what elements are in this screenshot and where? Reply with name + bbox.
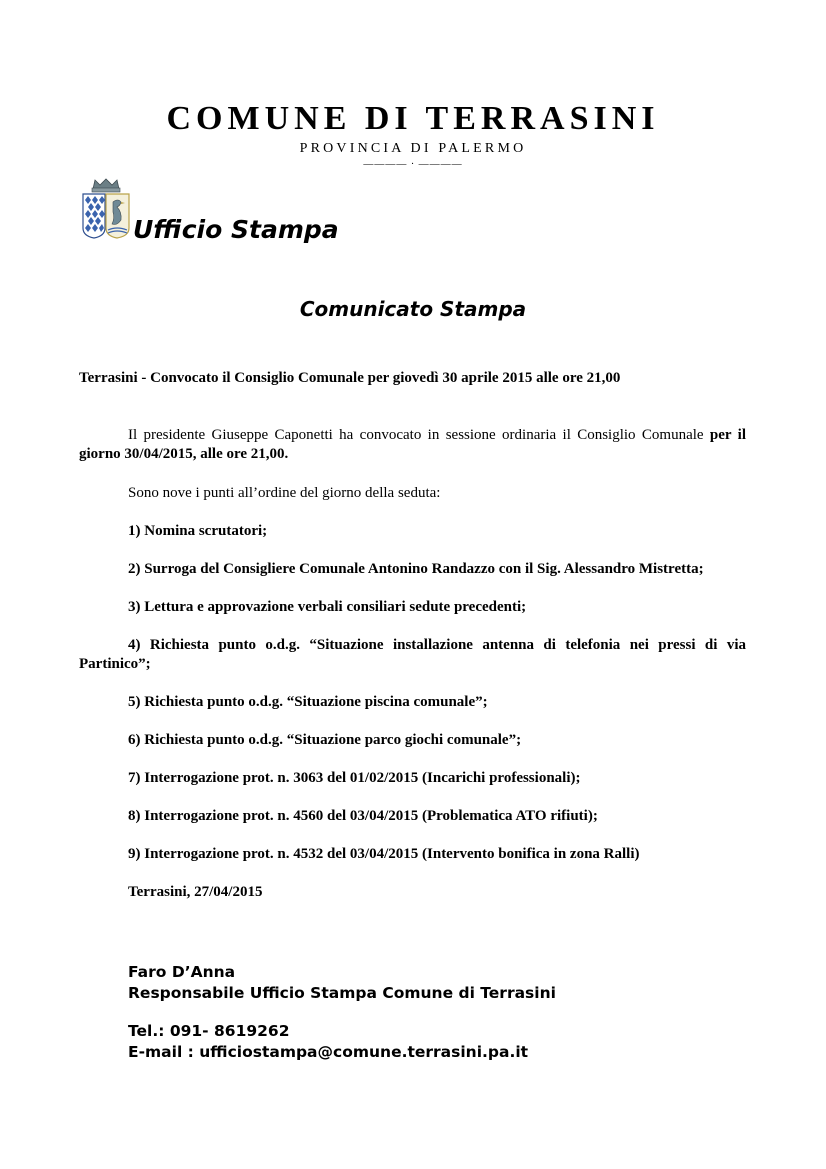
agenda-item-7: 7) Interrogazione prot. n. 3063 del 01/02/2015 (Incarichi professionali); — [128, 770, 581, 786]
agenda-item-2: 2) Surroga del Consigliere Comunale Antonino Randazzo con il Sig. Alessandro Mistretta; — [128, 561, 704, 577]
agenda-item-1: 1) Nomina scrutatori; — [128, 523, 268, 539]
agenda-item-3: 3) Lettura e approvazione verbali consiliari sedute precedenti; — [128, 599, 527, 615]
header-separator: ———— · ———— — [363, 159, 463, 170]
signature-phone: Tel.: 091- 8619262 — [128, 1022, 290, 1040]
agenda-item-8: 8) Interrogazione prot. n. 4560 del 03/04/2015 (Problematica ATO rifiuti); — [128, 808, 598, 824]
office-title: Ufficio Stampa — [133, 215, 339, 244]
provincia-subtitle: PROVINCIA DI PALERMO — [299, 141, 527, 156]
intro-paragraph — [79, 426, 746, 464]
signature-spacer — [128, 1004, 556, 1021]
agenda-item-9: 9) Interrogazione prot. n. 4532 del 03/04/2015 (Intervento bonifica in zona Ralli) — [128, 846, 640, 862]
agenda-intro: Sono nove i punti all’ordine del giorno della seduta: — [128, 485, 441, 501]
signature-role: Responsabile Ufficio Stampa Comune di Terrasini — [128, 984, 556, 1002]
agenda-item-4: 4) Richiesta punto o.d.g. “Situazione installazione antenna di telefonia nei pressi di via Partinico”; — [79, 637, 746, 672]
signature-email: E-mail : ufficiostampa@comune.terrasini.pa.it — [128, 1043, 529, 1061]
intro-bold-date: per il giorno 30/04/2015, alle ore 21,00. — [79, 427, 746, 462]
document-type-heading: Comunicato Stampa — [299, 297, 527, 321]
press-release-body — [79, 369, 746, 902]
agenda-item-5: 5) Richiesta punto o.d.g. “Situazione piscina comunale”; — [128, 694, 488, 710]
place-date: Terrasini, 27/04/2015 — [128, 884, 263, 900]
terrasini-coat-of-arms-icon — [80, 178, 132, 240]
signature-block — [128, 962, 556, 1063]
signature-name: Faro D’Anna — [128, 963, 236, 981]
agenda-item-6: 6) Richiesta punto o.d.g. “Situazione parco giochi comunale”; — [128, 732, 522, 748]
headline: Terrasini - Convocato il Consiglio Comunale per giovedì 30 aprile 2015 alle ore 21,00 — [79, 370, 621, 386]
comune-title: COMUNE DI TERRASINI — [166, 100, 660, 137]
intro-text: Il presidente Giuseppe Caponetti ha convocato in sessione ordinaria il Consiglio Comunale — [128, 427, 710, 443]
